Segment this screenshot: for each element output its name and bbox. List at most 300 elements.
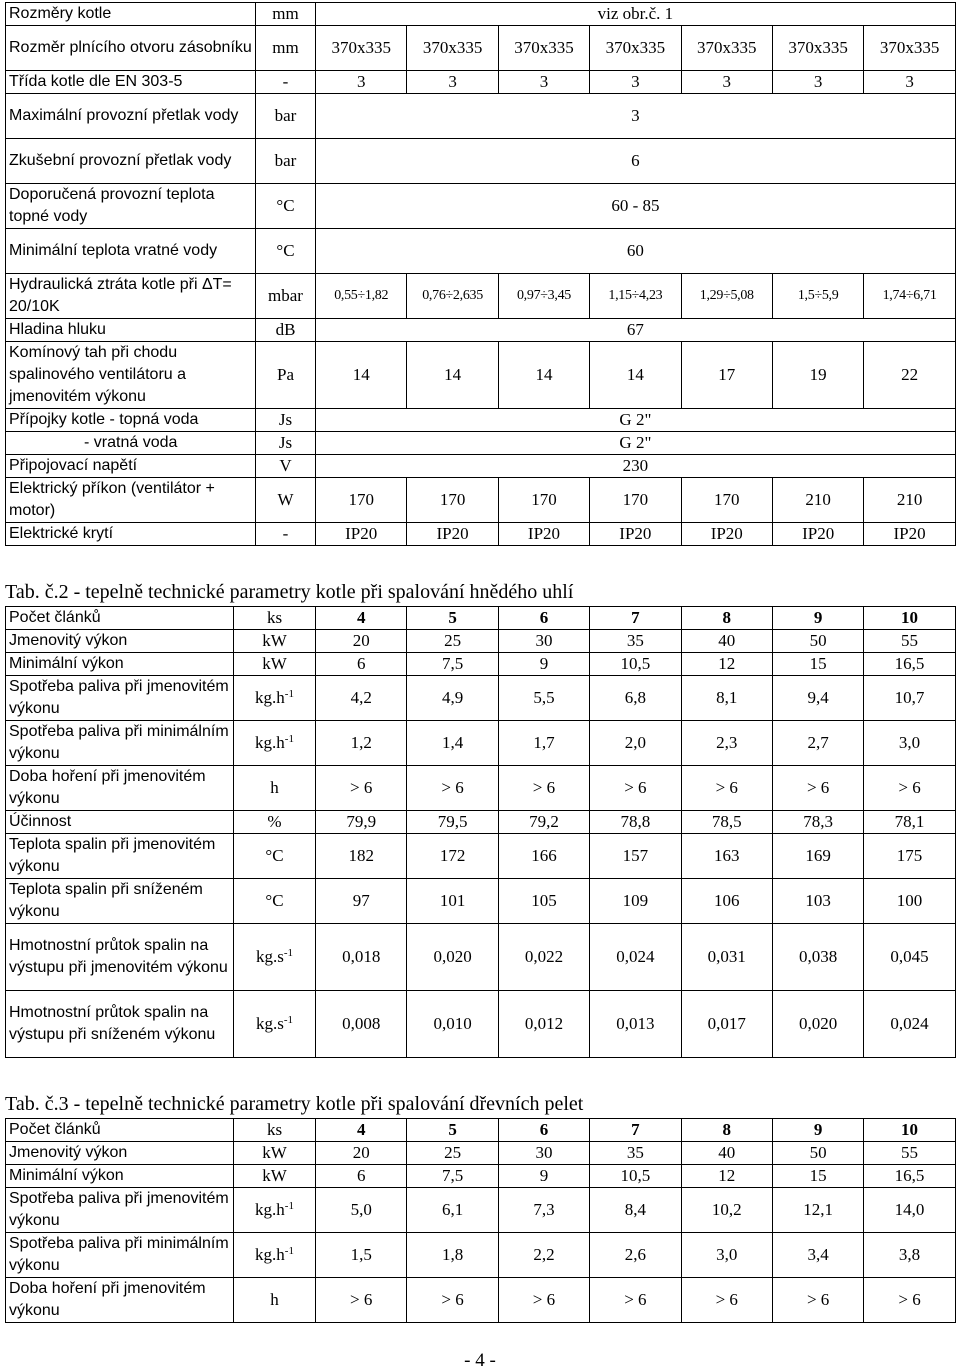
value-cell-text: > 6 [441,778,464,797]
value-cell [864,607,955,630]
value-cell-text: 103 [805,891,831,910]
value-cell-text: 9 [813,608,823,627]
value-cell [864,1233,955,1278]
row-label-text: Spotřeba paliva při minimálním výkonu [9,723,229,762]
value-cell-text: > 6 [806,778,830,797]
value-cell-text: 3 [356,72,366,91]
value-cell-text: 370x335 [331,38,391,57]
value-cell-text: 0,012 [524,1014,564,1033]
table-row [6,319,956,342]
value-cell-text: 7,5 [441,1166,464,1185]
table-row [6,766,956,811]
value-cell [864,924,955,991]
value-cell-text: 14 [535,365,553,384]
value-cell-text: IP20 [893,524,926,543]
value-cell-text: > 6 [715,778,738,797]
value-cell [590,676,681,721]
value-cell [681,991,772,1058]
value-cell [316,274,407,319]
value-cell-text: 6 [539,1120,549,1139]
unit-cell-text: bar [274,106,297,125]
value-cell-text: 370x335 [879,38,940,57]
value-cell-text: 182 [348,846,374,865]
value-cell-text: 0,020 [799,1014,838,1033]
unit-cell-text: kg.h [255,1245,285,1264]
table2-block [5,576,955,1058]
value-cell-text: 1,5÷5,9 [797,288,839,303]
row-label-text: Hmotnostní průtok spalin na výstupu při sníženém výkonu [9,1004,216,1043]
value-cell-text: > 6 [350,1290,373,1309]
value-cell [498,879,589,924]
value-cell-text: 1,2 [350,733,372,752]
value-cell [590,1165,681,1188]
value-cell [590,721,681,766]
value-cell-text: 170 [348,490,374,509]
value-cell-text: 370x335 [514,38,574,57]
row-label-text: Minimální výkon [9,655,124,672]
table-row [6,274,956,319]
value-cell [407,26,498,71]
unit-cell [234,1233,316,1278]
value-cell [864,1278,955,1323]
value-cell [498,834,589,879]
value-cell-text: 101 [439,891,466,910]
merged-value-cell-text: 67 [626,320,644,339]
value-cell [681,342,772,409]
table-row [6,139,956,184]
value-cell-text: 9 [539,1166,549,1185]
value-cell-text: 106 [714,891,740,910]
row-label-text: Elektrický příkon (ventilátor + motor) [9,480,215,519]
value-cell-text: 1,7 [533,733,555,752]
row-label-text: Minimální výkon [9,1167,124,1184]
unit-cell-text: kW [262,1166,287,1185]
value-cell [590,1233,681,1278]
value-cell-text: 3 [722,72,731,91]
value-cell-text: > 6 [898,778,921,797]
unit-cell [234,676,316,721]
value-cell [681,834,772,879]
value-cell-text: 1,15÷4,23 [608,288,663,303]
row-label-text: Maximální provozní přetlak vody [9,107,239,124]
unit-cell-text: - [282,524,289,543]
table-row [6,1165,956,1188]
value-cell [864,766,955,811]
value-cell [864,653,955,676]
value-cell [590,766,681,811]
value-cell [498,924,589,991]
value-cell [864,1165,955,1188]
unit-cell-text: mm [272,38,299,57]
unit-cell-text: kg.h [255,733,285,752]
row-label [6,342,256,409]
unit-cell [234,1119,316,1142]
value-cell [864,991,955,1058]
row-label [6,409,256,432]
value-cell [316,1188,407,1233]
value-cell [407,721,498,766]
value-cell-text: 3 [905,72,914,91]
value-cell [498,1142,589,1165]
value-cell-text: 10,5 [620,654,651,673]
unit-cell [256,3,316,26]
value-cell [864,879,955,924]
value-cell [681,607,772,630]
value-cell-text: 6 [356,1166,366,1185]
value-cell-text: 170 [439,490,466,509]
table-row [6,991,956,1058]
value-cell [772,26,863,71]
value-cell-text: 12 [718,1166,736,1185]
value-cell [407,653,498,676]
value-cell [498,1233,589,1278]
value-cell [498,630,589,653]
unit-cell-text: Js [278,410,293,429]
value-cell-text: 6,8 [624,688,646,707]
value-cell-text: 0,010 [433,1014,472,1033]
row-label-text: Zkušební provozní přetlak vody [9,152,232,169]
value-cell [772,274,863,319]
value-cell-text: 0,022 [524,947,564,966]
value-cell [772,811,863,834]
value-cell [864,721,955,766]
table-row [6,94,956,139]
table-row [6,1233,956,1278]
value-cell-text: 0,017 [707,1014,746,1033]
value-cell [681,1188,772,1233]
unit-cell-text: ks [266,608,283,627]
value-cell [407,1142,498,1165]
value-cell-text: 3 [813,72,823,91]
value-cell [590,478,681,523]
value-cell-text: 4,9 [441,688,464,707]
value-cell-text: 0,038 [799,947,838,966]
value-cell-text: 7,3 [533,1200,555,1219]
value-cell [316,523,407,546]
unit-cell-exponent: -1 [284,688,294,700]
row-label [6,455,256,478]
value-cell-text: 22 [901,365,919,384]
value-cell-text: 4 [356,1120,366,1139]
value-cell [772,653,863,676]
value-cell [316,630,407,653]
value-cell [407,1119,498,1142]
value-cell [316,924,407,991]
value-cell-text: 19 [809,365,827,384]
row-label [6,676,234,721]
table-row [6,342,956,409]
value-cell-text: > 6 [624,778,647,797]
value-cell [407,676,498,721]
value-cell [864,274,955,319]
value-cell [681,630,772,653]
value-cell-text: 25 [444,631,462,650]
value-cell-text: 0,045 [890,947,929,966]
row-label [6,991,234,1058]
value-cell-text: 0,018 [342,947,381,966]
unit-cell-text: kW [262,654,287,673]
table-row [6,432,956,455]
value-cell [407,630,498,653]
value-cell [681,1278,772,1323]
value-cell [772,991,863,1058]
value-cell-text: IP20 [527,524,561,543]
value-cell [772,721,863,766]
unit-cell-text: kg.s [255,1014,284,1033]
value-cell [407,1233,498,1278]
value-cell [407,342,498,409]
unit-cell-exponent: -1 [283,947,294,959]
value-cell [681,1233,772,1278]
unit-cell [256,455,316,478]
row-label [6,834,234,879]
row-label-text: Přípojky kotle - topná voda [9,411,199,428]
unit-cell [256,139,316,184]
value-cell-text: 4,2 [350,688,372,707]
unit-cell-text: °C [265,846,284,865]
value-cell [590,879,681,924]
unit-cell [234,1278,316,1323]
row-label-text: Účinnost [9,813,72,830]
value-cell-text: 30 [535,1143,553,1162]
table1-block [5,2,955,546]
value-cell-text: 172 [439,846,466,865]
row-label [6,184,256,229]
value-cell-text: 175 [896,846,923,865]
header-row [6,607,956,630]
row-label-text: Spotřeba paliva při jmenovitém výkonu [9,1190,229,1229]
value-cell [498,71,589,94]
value-cell-text: 12,1 [803,1200,834,1219]
row-label-text: Teplota spalin při jmenovitém výkonu [9,836,216,875]
table-row [6,1142,956,1165]
value-cell [864,523,955,546]
value-cell [772,924,863,991]
value-cell-text: 79,9 [346,812,377,831]
value-cell-text: 20 [352,631,370,650]
value-cell-text: 170 [622,490,649,509]
value-cell-text: IP20 [619,524,652,543]
value-cell [590,630,681,653]
row-label [6,924,234,991]
merged-value-cell-text: 60 [626,241,644,260]
value-cell-text: 50 [809,631,827,650]
value-cell-text: 9 [813,1120,823,1139]
value-cell [864,26,955,71]
merged-value-cell [316,229,956,274]
value-cell [498,1278,589,1323]
row-label-text: Elektrické krytí [9,525,114,542]
value-cell-text: 157 [622,846,649,865]
value-cell [864,630,955,653]
row-label [6,478,256,523]
value-cell-text: 30 [535,631,553,650]
merged-value-cell [316,3,956,26]
value-cell [590,523,681,546]
value-cell-text: 210 [896,490,923,509]
value-cell [316,607,407,630]
value-cell-text: 166 [531,846,557,865]
value-cell-text: 25 [444,1143,462,1162]
value-cell [772,1278,863,1323]
value-cell-text: IP20 [710,524,743,543]
unit-cell-text: V [279,456,292,475]
value-cell [316,1142,407,1165]
value-cell [681,1165,772,1188]
value-cell [864,342,955,409]
value-cell [772,630,863,653]
value-cell-text: > 6 [532,1290,556,1309]
value-cell [498,721,589,766]
row-label [6,653,234,676]
row-label-text: Komínový tah při chodu spalinového ventilátoru a jmenovitém výkonu [9,344,187,405]
unit-cell [256,523,316,546]
merged-value-cell-text: G 2" [619,433,652,452]
value-cell-text: 5 [448,1120,457,1139]
row-label [6,879,234,924]
value-cell-text: 4 [356,608,366,627]
value-cell [316,478,407,523]
unit-cell [256,94,316,139]
value-cell [772,766,863,811]
unit-cell-text: kg.h [255,688,285,707]
value-cell-text: 5,5 [533,688,555,707]
value-cell-text: 100 [896,891,923,910]
value-cell [772,607,863,630]
row-label [6,1278,234,1323]
merged-value-cell [316,94,956,139]
value-cell [681,1119,772,1142]
unit-cell-text: h [270,778,279,797]
value-cell-text: 3 [448,72,457,91]
value-cell [590,834,681,879]
value-cell-text: 78,1 [894,812,925,831]
value-cell [498,1188,589,1233]
row-label [6,1165,234,1188]
value-cell [316,991,407,1058]
value-cell-text: 0,97÷3,45 [516,288,571,303]
value-cell [681,26,772,71]
unit-cell [234,630,316,653]
row-label-text: Jmenovitý výkon [9,1144,128,1161]
row-label-text: Hydraulická ztráta kotle při ΔT= 20/10K [9,276,232,315]
value-cell [681,274,772,319]
unit-cell-text: h [270,1290,279,1309]
row-label-text: Minimální teplota vratné vody [9,242,218,259]
value-cell [772,1165,863,1188]
merged-value-cell-text: 60 - 85 [611,196,660,215]
row-label-text: Třída kotle dle EN 303-5 [9,73,183,90]
table-row [6,26,956,71]
value-cell [407,274,498,319]
value-cell [681,1142,772,1165]
value-cell-text: 35 [626,1143,644,1162]
value-cell [316,1278,407,1323]
value-cell [681,766,772,811]
unit-cell [256,409,316,432]
value-cell [407,1278,498,1323]
table2 [5,606,956,1058]
table3-caption: Tab. č.3 - tepelně technické parametry kotle při spalování dřevních pelet [5,1093,584,1115]
row-label-text: Rozměr plnícího otvoru zásobníku [9,39,252,56]
value-cell-text: 79,2 [529,812,559,831]
merged-value-cell-text: 230 [622,456,649,475]
value-cell [772,71,863,94]
row-label [6,139,256,184]
value-cell [498,478,589,523]
row-label-text: Připojovací napětí [9,457,138,474]
value-cell-text: 0,76÷2,635 [422,288,483,303]
value-cell [772,478,863,523]
value-cell-text: 170 [531,490,557,509]
value-cell [590,924,681,991]
unit-cell [256,432,316,455]
table1 [5,2,956,546]
value-cell-text: 12 [718,654,736,673]
unit-cell [256,319,316,342]
value-cell-text: 78,5 [711,812,742,831]
unit-cell [234,879,316,924]
table-row [6,1188,956,1233]
value-cell [864,834,955,879]
value-cell-text: 6,1 [441,1200,464,1219]
value-cell [864,676,955,721]
table-row [6,478,956,523]
value-cell-text: 1,5 [350,1245,372,1264]
value-cell [316,834,407,879]
row-label-text: Počet článků [9,609,101,626]
value-cell [316,1233,407,1278]
row-label [6,432,256,455]
value-cell [681,811,772,834]
value-cell-text: 3,8 [898,1245,921,1264]
unit-cell [234,1165,316,1188]
value-cell [498,991,589,1058]
table-row [6,879,956,924]
value-cell [498,523,589,546]
unit-cell [256,229,316,274]
value-cell-text: 370x335 [697,38,757,57]
table-row [6,811,956,834]
row-label [6,319,256,342]
value-cell-text: > 6 [806,1290,830,1309]
value-cell [864,71,955,94]
value-cell [498,342,589,409]
table-row [6,71,956,94]
value-cell-text: 3,4 [807,1245,829,1264]
table-row [6,834,956,879]
table3-block [5,1088,955,1323]
value-cell-text: 16,5 [894,1166,925,1185]
value-cell-text: 16,5 [894,654,925,673]
value-cell-text: 15 [809,1166,827,1185]
value-cell [407,1188,498,1233]
table2-caption: Tab. č.2 - tepelně technické parametry kotle při spalování hnědého uhlí [5,581,574,603]
unit-cell-text: kW [262,1143,287,1162]
value-cell-text: 20 [352,1143,370,1162]
unit-cell [234,924,316,991]
value-cell-text: 10 [901,608,919,627]
unit-cell [234,721,316,766]
value-cell-text: 14 [626,365,644,384]
row-label [6,1188,234,1233]
value-cell-text: 9,4 [807,688,829,707]
unit-cell [256,478,316,523]
header-row [6,1119,956,1142]
value-cell [407,1165,498,1188]
page-number: - 4 - [464,1350,496,1371]
value-cell [772,1142,863,1165]
